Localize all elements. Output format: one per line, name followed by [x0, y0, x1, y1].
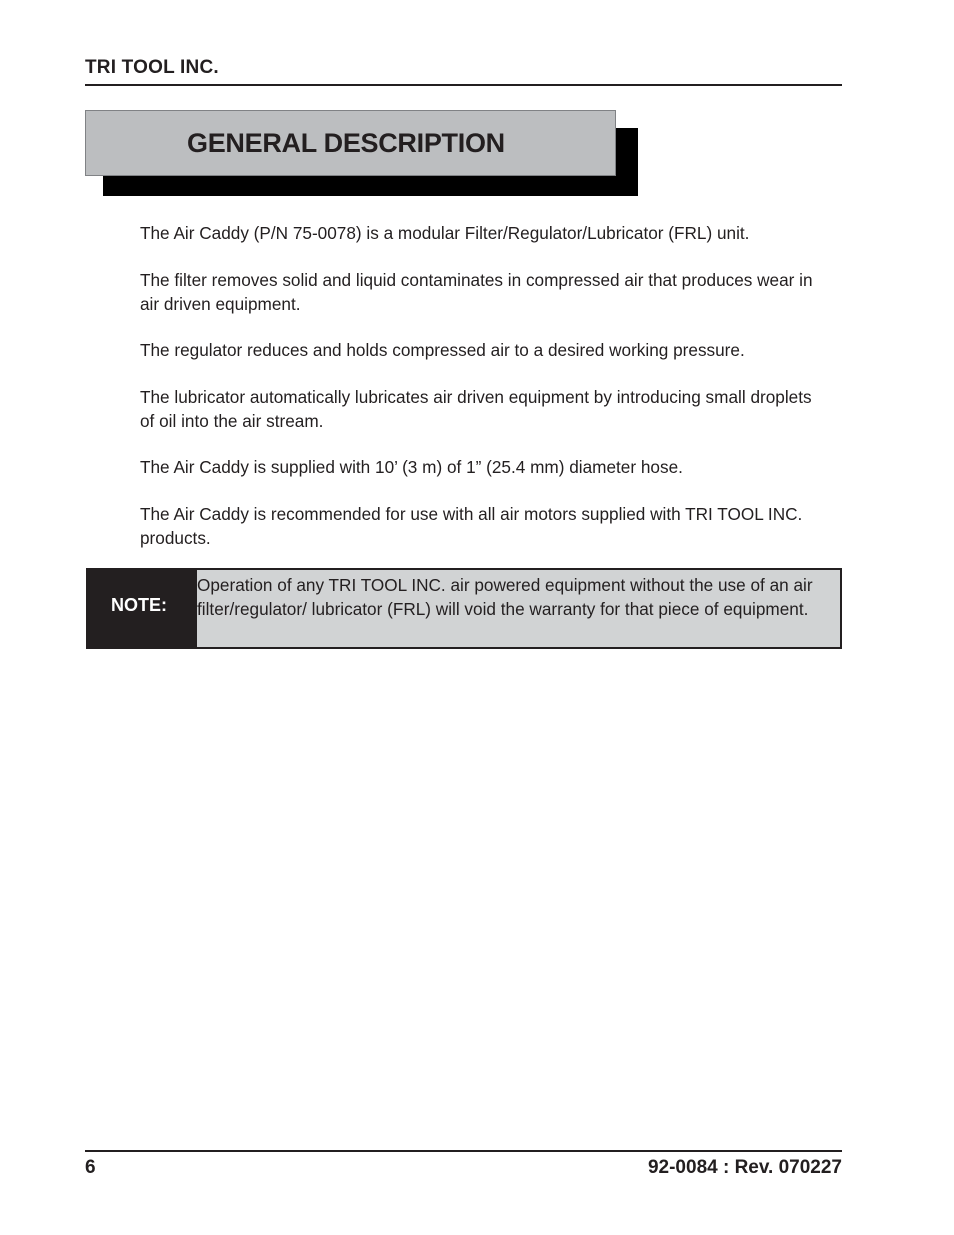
footer-rule	[85, 1150, 842, 1152]
document-revision: 92-0084 : Rev. 070227	[647, 1157, 842, 1178]
paragraph-lubricator: The lubricator automatically lubricates air driven equipment by introducing small droplets of oil into the air stream.	[140, 387, 812, 431]
paragraph-recommendation: The Air Caddy is recommended for use with all air motors supplied with TRI TOOL INC. products.	[140, 504, 803, 548]
note-label: NOTE:	[111, 595, 167, 615]
section-title: GENERAL DESCRIPTION	[187, 128, 505, 158]
page-number: 6	[85, 1157, 96, 1178]
paragraph-hose: The Air Caddy is supplied with 10’ (3 m) of 1” (25.4 mm) diameter hose.	[140, 457, 683, 477]
section-title-banner	[85, 110, 638, 196]
paragraph-regulator: The regulator reduces and holds compressed air to a desired working pressure.	[140, 340, 745, 360]
paragraph-filter: The filter removes solid and liquid contaminates in compressed air that produces wear in air driven equipment.	[140, 270, 813, 314]
note-box	[86, 568, 842, 649]
note-text: Operation of any TRI TOOL INC. air powered equipment without the use of an air filter/regulator/ lubricator (FRL) will void the warranty for that piece of equipment.	[197, 575, 813, 619]
note-label-box	[88, 570, 197, 647]
header-rule	[85, 84, 842, 86]
title-banner-box	[85, 110, 616, 176]
company-header: TRI TOOL INC.	[85, 57, 219, 78]
paragraph-intro: The Air Caddy (P/N 75-0078) is a modular Filter/Regulator/Lubricator (FRL) unit.	[140, 223, 750, 243]
